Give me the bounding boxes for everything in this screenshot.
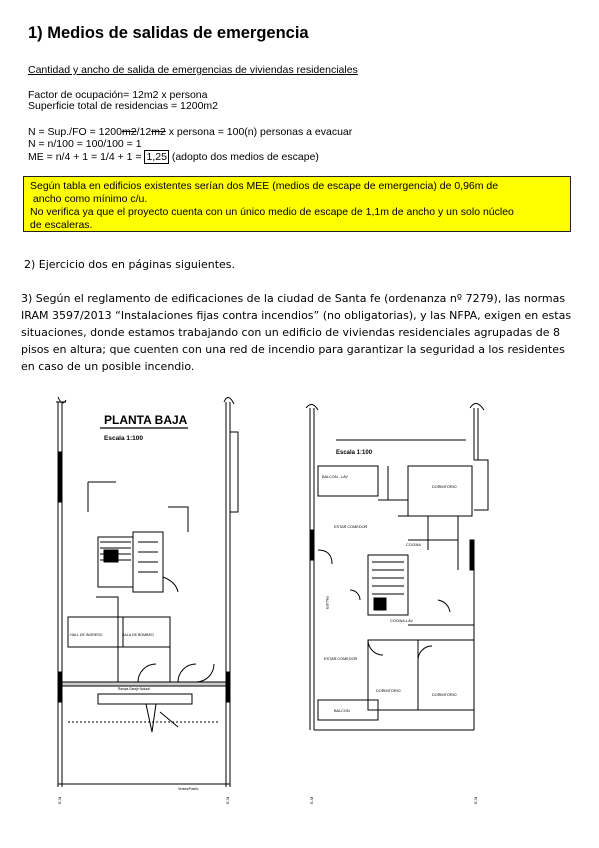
room-label: COCINA-LAV bbox=[390, 619, 413, 623]
paragraph-3 bbox=[21, 290, 581, 375]
note-line: ancho como mínimo c/u. bbox=[30, 193, 148, 205]
plan-scale: Escala 1:100 bbox=[104, 435, 144, 442]
calc-line-superficie: Superficie total de residencias = 1200m2 bbox=[28, 100, 218, 112]
room-label: ESTAR COMEDOR bbox=[334, 525, 368, 529]
paragraph-line: pisos en altura; que cuenten con una red de incendio para garantizar la seguridad a los residentes bbox=[21, 343, 565, 356]
room-label: COCINA bbox=[406, 543, 421, 547]
struck-unit: m2 bbox=[121, 126, 137, 138]
calc-line-n bbox=[28, 126, 352, 138]
axis-label: E-M bbox=[57, 796, 62, 804]
calc-text: /12 bbox=[136, 126, 152, 138]
calc-text: (adopto dos medios de escape) bbox=[168, 151, 319, 163]
plan-title: PLANTA BAJA bbox=[104, 413, 188, 427]
boxed-result: 1,25 bbox=[146, 151, 167, 163]
label-rampa: Rampa Garaje Natural bbox=[118, 687, 150, 691]
calc-text: x persona = 100(n) personas a evacuar bbox=[165, 126, 353, 138]
paragraph-2: 2) Ejercicio dos en páginas siguientes. bbox=[24, 258, 235, 271]
plan-scale: Escala 1:100 bbox=[336, 450, 373, 456]
paragraph-line: en caso de un posible incendio. bbox=[21, 360, 195, 373]
calc-line-n100: N = n/100 = 100/100 = 1 bbox=[28, 138, 142, 150]
axis-label: E-M bbox=[225, 796, 230, 804]
section-subtitle: Cantidad y ancho de salida de emergencias de viviendas residenciales bbox=[28, 64, 358, 76]
axis-label: E-M bbox=[309, 796, 314, 804]
room-label: DORMITORIO bbox=[376, 689, 401, 693]
room-label: BALCON bbox=[334, 709, 350, 713]
calc-line-me bbox=[28, 151, 319, 163]
floor-plan-planta-tipo bbox=[288, 400, 500, 810]
room-label: DORMITORIO bbox=[432, 485, 457, 489]
room-label-hall: HALL DE INGRESO bbox=[70, 633, 103, 637]
paragraph-line: situaciones, donde estamos trabajando con un edificio de viviendas residenciales agrupadas de 8 bbox=[21, 326, 560, 339]
note-line: No verifica ya que el proyecto cuenta con un único medio de escape de 1,1m de ancho y un solo núcleo bbox=[30, 206, 514, 218]
page-title: 1) Medios de salidas de emergencia bbox=[28, 24, 309, 42]
axis-label: E-M bbox=[473, 796, 478, 804]
floor-plan-planta-baja bbox=[38, 392, 248, 807]
room-label: DORMITORIO bbox=[432, 693, 457, 697]
note-line: de escaleras. bbox=[30, 219, 93, 231]
struck-unit: m2 bbox=[151, 126, 166, 138]
room-label-sala: SALA DE BOMBEO bbox=[122, 633, 154, 637]
room-label: ESTAR COMEDOR bbox=[324, 657, 358, 661]
highlight-note bbox=[23, 176, 571, 232]
label-vereda: Vereda/Pasillo bbox=[178, 787, 199, 791]
calc-text: ME = n/4 + 1 = 1/4 + 1 = bbox=[28, 151, 145, 163]
calc-line-ocupacion: Factor de ocupación= 12m2 x persona bbox=[28, 89, 208, 101]
note-line: Según tabla en edificios existentes serían dos MEE (medios de escape de emergencia) de 0,96m de bbox=[30, 180, 499, 192]
room-label: BALCON - LAV bbox=[322, 475, 348, 479]
paragraph-line: 3) Según el reglamento de edificaciones de la ciudad de Santa fe (ordenanza nº 7279), las normas bbox=[21, 292, 566, 305]
room-label: PALIER bbox=[325, 596, 329, 610]
calc-text: N = Sup./FO = 1200 bbox=[28, 126, 122, 138]
paragraph-line: IRAM 3597/2013 “Instalaciones fijas contra incendios” (no obligatorias), y las NFPA, exigen en estas bbox=[21, 309, 572, 322]
